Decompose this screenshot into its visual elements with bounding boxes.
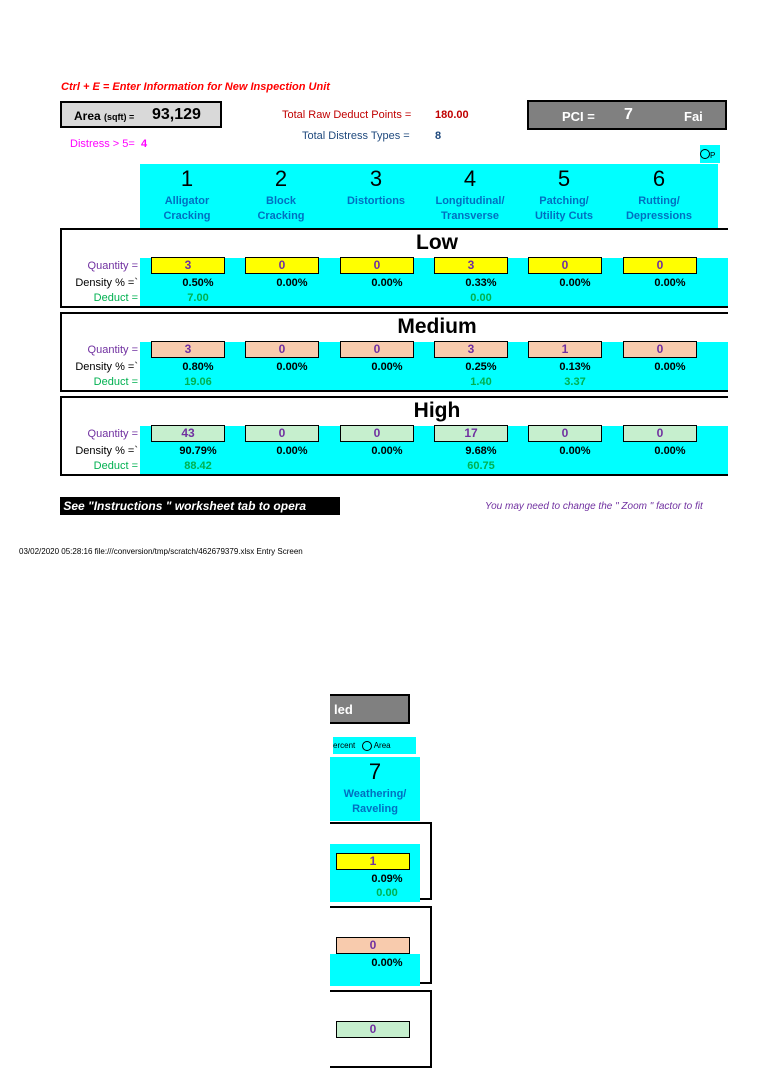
deduct-value: 3.37 <box>564 376 586 388</box>
print-footer: 03/02/2020 05:28:16 file:///conversion/tmp/scratch/462679379.xlsx Entry Screen <box>19 547 303 556</box>
density-label: Density % =` <box>75 445 138 457</box>
column-name: Weathering/ Raveling <box>343 788 407 815</box>
section-title: High <box>413 399 461 422</box>
column-number: 4 <box>463 166 477 191</box>
area-box <box>60 101 222 128</box>
instructions-banner: See "Instructions " worksheet tab to opera <box>60 497 340 515</box>
section-title: Medium <box>397 315 477 338</box>
quantity-label: Quantity = <box>87 260 138 272</box>
deduct-label: Deduct = <box>93 376 138 388</box>
quantity-input[interactable]: 0 <box>623 257 697 274</box>
raw-deduct-value: 180.00 <box>435 109 469 121</box>
density-value: 0.80% <box>182 361 214 373</box>
density-value: 0.00% <box>276 361 308 373</box>
density-value: 0.00% <box>654 445 686 457</box>
density-label: Density % =` <box>75 361 138 373</box>
deduct-value: 0.00 <box>470 292 492 304</box>
section-high-continued <box>330 990 432 1068</box>
deduct-value: 60.75 <box>467 460 495 472</box>
quantity-input[interactable]: 0 <box>336 937 410 954</box>
column-name: Block Cracking <box>257 195 305 222</box>
section-high <box>60 396 728 476</box>
column-name: Patching/ Utility Cuts <box>534 195 594 222</box>
quantity-input[interactable]: 0 <box>340 257 414 274</box>
distress-column-header-7 <box>330 757 420 821</box>
quantity-input[interactable]: 1 <box>336 853 410 870</box>
density-value: 90.79% <box>179 445 217 457</box>
density-value: 0.33% <box>465 277 497 289</box>
zoom-note: You may need to change the " Zoom " factor to fit <box>485 501 703 512</box>
density-value: 0.00% <box>371 957 403 969</box>
quantity-input[interactable]: 3 <box>151 257 225 274</box>
quantity-input[interactable]: 0 <box>245 341 319 358</box>
column-name: Rutting/ Depressions <box>625 195 693 222</box>
density-mode-radio[interactable]: P <box>700 145 720 163</box>
quantity-input[interactable]: 0 <box>623 341 697 358</box>
radio-button-icon[interactable] <box>362 741 372 751</box>
distress-over-5: Distress > 5= 4 <box>70 138 148 150</box>
density-value: 0.00% <box>654 361 686 373</box>
density-value: 0.00% <box>371 445 403 457</box>
column-number: 7 <box>368 759 382 784</box>
quantity-input[interactable]: 3 <box>434 257 508 274</box>
density-value: 0.25% <box>465 361 497 373</box>
density-value: 0.00% <box>371 361 403 373</box>
density-value: 0.00% <box>654 277 686 289</box>
radio-percent-label: ercent <box>333 741 356 750</box>
column-number: 1 <box>180 166 194 191</box>
distress-types-label: Total Distress Types = <box>302 130 410 142</box>
deduct-label: Deduct = <box>93 292 138 304</box>
column-number: 5 <box>557 166 571 191</box>
quantity-input[interactable]: 0 <box>245 425 319 442</box>
column-number: 3 <box>369 166 383 191</box>
density-value: 0.00% <box>276 277 308 289</box>
radio-button-icon[interactable] <box>700 149 710 159</box>
column-name: Distortions <box>346 195 406 207</box>
quantity-input[interactable]: 0 <box>336 1021 410 1038</box>
deduct-value: 19.06 <box>184 376 212 388</box>
section-medium-continued <box>330 906 432 984</box>
density-value: 0.00% <box>559 277 591 289</box>
section-low-continued <box>330 822 432 900</box>
density-mode-radio-group[interactable] <box>333 737 416 754</box>
deduct-value: 1.40 <box>470 376 492 388</box>
distress-column-headers <box>140 164 718 228</box>
section-title: Low <box>416 231 458 254</box>
distress-types-value: 8 <box>435 130 442 142</box>
quantity-input[interactable]: 43 <box>151 425 225 442</box>
deduct-label: Deduct = <box>93 460 138 472</box>
column-name: Longitudinal/ Transverse <box>435 195 505 222</box>
quantity-input[interactable]: 0 <box>245 257 319 274</box>
density-value: 0.13% <box>559 361 591 373</box>
quantity-input[interactable]: 0 <box>528 257 602 274</box>
density-value: 0.50% <box>182 277 214 289</box>
column-number: 2 <box>274 166 288 191</box>
quantity-input[interactable]: 0 <box>528 425 602 442</box>
quantity-input[interactable]: 3 <box>434 341 508 358</box>
quantity-input[interactable]: 0 <box>340 341 414 358</box>
deduct-value: 7.00 <box>187 292 209 304</box>
quantity-input[interactable]: 0 <box>340 425 414 442</box>
shortcut-note: Ctrl + E = Enter Information for New Inspection Unit <box>61 81 330 93</box>
area-label: Area (sqft) = <box>74 109 135 123</box>
density-value: 0.00% <box>276 445 308 457</box>
density-value: 0.09% <box>371 873 403 885</box>
pci-box <box>527 100 727 130</box>
quantity-input[interactable]: 3 <box>151 341 225 358</box>
density-label: Density % =` <box>75 277 138 289</box>
deduct-value: 88.42 <box>184 460 212 472</box>
radio-area-label: Area <box>373 741 391 750</box>
raw-deduct-label: Total Raw Deduct Points = <box>282 109 412 121</box>
pci-value: 7 <box>624 106 633 123</box>
density-value: 0.00% <box>559 445 591 457</box>
quantity-label: Quantity = <box>87 344 138 356</box>
section-low <box>60 228 728 308</box>
deduct-value: 0.00 <box>376 887 398 899</box>
density-value: 9.68% <box>465 445 497 457</box>
area-value[interactable]: 93,129 <box>152 106 201 123</box>
section-medium <box>60 312 728 392</box>
pci-rating-box-continued <box>330 694 410 724</box>
pci-rating-fragment: led <box>334 702 353 717</box>
pci-label: PCI = <box>562 109 595 124</box>
density-value: 0.00% <box>371 277 403 289</box>
column-name: Alligator Cracking <box>163 195 211 222</box>
column-number: 6 <box>652 166 666 191</box>
quantity-input[interactable]: 0 <box>623 425 697 442</box>
quantity-label: Quantity = <box>87 428 138 440</box>
quantity-input[interactable]: 1 <box>528 341 602 358</box>
quantity-input[interactable]: 17 <box>434 425 508 442</box>
pci-rating: Fai <box>684 109 703 124</box>
